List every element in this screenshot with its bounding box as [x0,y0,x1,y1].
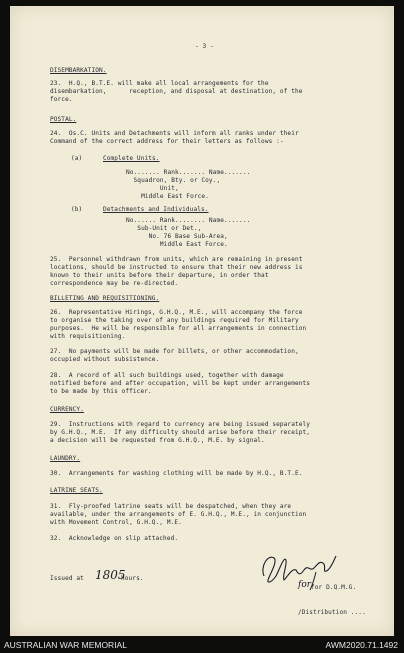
address-a-line-2: Squadron, Bty. or Coy., [126,177,221,184]
para-23-line-2: disembarkation, reception, and disposal at destination, of the [50,88,303,95]
para-24-line-2: Command of the correct address for their letters as follows :- [50,138,284,145]
address-a-label: (a) [71,155,83,162]
para-27-line-1: 27. No payments will be made for billets, or other accommodation, [50,348,299,355]
footer-catalogue-number: AWM2020.71.1492 [325,640,398,650]
heading-latrine-seats: LATRINE SEATS. [50,487,103,494]
para-26-line-2: to organise the taking over of any buildings required for Military [50,317,299,324]
address-a-line-4: Middle East Force. [126,193,209,200]
para-31-line-3: with Movement Control, G.H.Q., M.E. [50,519,182,526]
heading-billeting: BILLETING AND REQUISITIONING. [50,295,160,302]
heading-laundry: LAUNDRY. [50,455,81,462]
address-b-line-3: No. 76 Base Sub-Area, [126,233,228,240]
para-31-line-2: available, under the arrangements of E. G.H.Q., M.E., in conjunction [50,511,307,518]
address-b-label: (b) [71,206,83,213]
para-28-line-2: notified before and after occupation, will be kept under arrangements [50,380,311,387]
address-a-heading: Complete Units. [103,155,160,162]
para-26-line-4: with requisitioning. [50,333,126,340]
para-29-line-2: by G.H.Q., M.E. If any difficulty should arise before their receipt, [50,429,311,436]
para-23-line-3: force. [50,96,73,103]
heading-disembarkation: DISEMBARKATION. [50,67,107,74]
issued-prefix: Issued at [50,575,84,582]
address-a-line-3: Unit, [126,185,179,192]
para-30-line-1: 30. Arrangements for washing clothing will be made by H.Q., B.T.E. [50,470,303,477]
para-31-line-1: 31. Fly-proofed latrine seats will be despatched, when they are [50,503,292,510]
footer-archive-name: AUSTRALIAN WAR MEMORIAL [4,640,127,650]
para-25-line-2: locations, should be instructed to ensure that their new address is [50,264,303,271]
address-b-line-4: Middle East Force. [126,241,228,248]
para-32-line-1: 32. Acknowledge on slip attached. [50,535,179,542]
para-26-line-1: 26. Representative Hirings, G.H.Q., M.E., will accompany the force [50,309,303,316]
para-26-line-3: purposes. He will be responsible for all arrangements in connection [50,325,307,332]
heading-postal: POSTAL. [50,116,77,123]
issued-time: 1805 [95,568,126,582]
signature-title: for D.Q.M.G. [311,584,357,591]
para-29-line-3: a decision will be requested from G.H.Q., M.E. by signal. [50,437,265,444]
para-25-line-3: known to their units before their departure, in order that [50,272,269,279]
address-b-heading: Detachments and Individuals. [103,206,209,213]
address-b-line-2: Sub-Unit or Det., [126,225,202,232]
address-a-line-1: No....... Rank....... Name....... [126,169,251,176]
para-23-line-1: 23. H.Q., B.T.E. will make all local arrangements for the [50,80,269,87]
para-27-line-2: occupied without subsistence. [50,356,160,363]
handwritten-signature [258,546,338,600]
distribution-continuation: /Distribution .... [298,609,366,616]
page-number: - 3 - [195,43,214,50]
heading-currency: CURRENCY. [50,406,84,413]
archive-footer [0,637,404,653]
para-28-line-3: to be made by this officer. [50,388,152,395]
para-25-line-1: 25. Personnel withdrawn from units, which are remaining in present [50,256,303,263]
para-28-line-1: 28. A record of all such buildings used, together with damage [50,372,284,379]
address-b-line-1: No...... Rank........ Name....... [126,217,251,224]
para-25-line-4: correspondence may be re-directed. [50,280,179,287]
para-29-line-1: 29. Instructions with regard to currency are being issued separately [50,421,311,428]
issued-suffix: hours. [121,575,144,582]
signature-for: for [298,580,312,590]
para-24-line-1: 24. Os.C. Units and Detachments will inform all ranks under their [50,130,299,137]
